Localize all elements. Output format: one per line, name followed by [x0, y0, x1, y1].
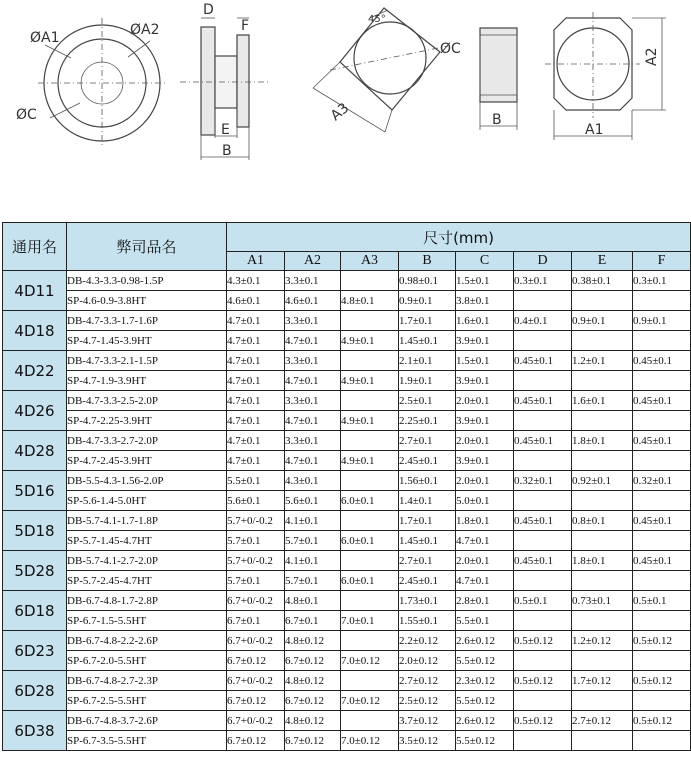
dimension-cell-a1: 6.7±0.12 [227, 651, 285, 671]
dimension-cell-f [633, 491, 691, 511]
dimension-cell-e: 2.7±0.12 [572, 711, 633, 731]
dimension-cell-b: 1.73±0.1 [399, 591, 456, 611]
dimension-cell-d: 0.5±0.12 [514, 631, 572, 651]
dimension-cell-f [633, 691, 691, 711]
dimension-cell-a1: 4.6±0.1 [227, 291, 285, 311]
category-cell: 4D26 [3, 391, 67, 431]
dimension-cell-d: 0.5±0.1 [514, 591, 572, 611]
dimension-cell-e: 0.38±0.1 [572, 271, 633, 291]
dimension-cell-b: 2.45±0.1 [399, 451, 456, 471]
column-header-a1: A1 [227, 252, 285, 271]
table-row [3, 671, 691, 691]
label-b: B [222, 143, 232, 159]
dimension-cell-a3 [341, 551, 399, 571]
dimension-cell-f [633, 531, 691, 551]
dimension-cell-d [514, 651, 572, 671]
dimension-cell-a1: 5.7±0.1 [227, 531, 285, 551]
dimension-cell-a3 [341, 591, 399, 611]
spec-table [2, 222, 691, 751]
dimension-cell-a1: 4.7±0.1 [227, 371, 285, 391]
dimension-cell-b: 1.9±0.1 [399, 371, 456, 391]
dimension-drawings [0, 0, 691, 170]
dimension-cell-a2: 4.8±0.12 [285, 631, 341, 651]
dimension-cell-f: 0.5±0.12 [633, 631, 691, 651]
dimension-cell-b: 2.5±0.12 [399, 691, 456, 711]
dimension-cell-f: 0.5±0.1 [633, 591, 691, 611]
column-header-d: D [514, 252, 572, 271]
label-e: E [221, 122, 230, 138]
dimension-cell-a1: 4.7±0.1 [227, 391, 285, 411]
category-cell: 6D28 [3, 671, 67, 711]
dimension-cell-a3 [341, 671, 399, 691]
category-cell: 4D28 [3, 431, 67, 471]
dimension-cell-f: 0.3±0.1 [633, 271, 691, 291]
label-oc2: ØC [440, 41, 461, 57]
table-row [3, 471, 691, 491]
dimension-cell-a3: 6.0±0.1 [341, 491, 399, 511]
header-dimensions: 尺寸(mm) [227, 223, 691, 252]
dimension-cell-f: 0.45±0.1 [633, 511, 691, 531]
shielded-front-view [545, 12, 666, 140]
dimension-cell-b: 2.1±0.1 [399, 351, 456, 371]
dimension-cell-d [514, 411, 572, 431]
dimension-cell-d: 0.45±0.1 [514, 351, 572, 371]
dimension-cell-a2: 3.3±0.1 [285, 311, 341, 331]
label-b2: B [492, 112, 502, 128]
table-row [3, 411, 691, 431]
label-oa2: ØA2 [130, 22, 160, 38]
dimension-cell-b: 2.5±0.1 [399, 391, 456, 411]
dimension-cell-b: 2.45±0.1 [399, 571, 456, 591]
column-header-e: E [572, 252, 633, 271]
category-cell: 5D18 [3, 511, 67, 551]
dimension-cell-a1: 4.7±0.1 [227, 351, 285, 371]
dimension-cell-c: 5.5±0.12 [456, 731, 514, 751]
column-header-f: F [633, 252, 691, 271]
dimension-cell-a1: 5.6±0.1 [227, 491, 285, 511]
dimension-cell-e [572, 531, 633, 551]
dimension-cell-a2: 4.7±0.1 [285, 411, 341, 431]
dimension-cell-c: 4.7±0.1 [456, 531, 514, 551]
header-category: 通用名 [3, 223, 67, 271]
dimension-cell-d: 0.45±0.1 [514, 431, 572, 451]
table-row [3, 591, 691, 611]
label-f: F [241, 18, 250, 34]
dimension-cell-a1: 6.7+0/-0.2 [227, 631, 285, 651]
dimension-cell-c: 4.7±0.1 [456, 571, 514, 591]
dimension-cell-b: 2.0±0.12 [399, 651, 456, 671]
dimension-cell-a2: 6.7±0.12 [285, 651, 341, 671]
part-number-cell: DB-6.7-4.8-2.7-2.3P [67, 671, 227, 691]
dimension-cell-a1: 6.7+0/-0.2 [227, 671, 285, 691]
dimension-cell-f [633, 571, 691, 591]
dimension-cell-a3: 7.0±0.12 [341, 651, 399, 671]
table-row [3, 631, 691, 651]
dimension-cell-a3 [341, 271, 399, 291]
dimension-cell-a1: 6.7+0/-0.2 [227, 711, 285, 731]
dimension-cell-a1: 6.7±0.12 [227, 691, 285, 711]
part-number-cell: DB-4.7-3.3-1.7-1.6P [67, 311, 227, 331]
label-angle: 45° [368, 14, 386, 25]
dimension-cell-c: 2.0±0.1 [456, 551, 514, 571]
dimension-cell-c: 3.9±0.1 [456, 371, 514, 391]
dimension-cell-a2: 3.3±0.1 [285, 391, 341, 411]
category-cell: 6D18 [3, 591, 67, 631]
dimension-cell-d: 0.45±0.1 [514, 551, 572, 571]
dimension-cell-d [514, 571, 572, 591]
dimension-cell-a2: 4.8±0.12 [285, 711, 341, 731]
dimension-cell-f [633, 451, 691, 471]
dimension-cell-d [514, 611, 572, 631]
dimension-cell-c: 5.5±0.12 [456, 651, 514, 671]
dimension-cell-a3 [341, 511, 399, 531]
dimension-cell-d: 0.5±0.12 [514, 711, 572, 731]
dimension-cell-a2: 4.7±0.1 [285, 331, 341, 351]
part-number-cell: DB-4.7-3.3-2.7-2.0P [67, 431, 227, 451]
drum-core-side-view [180, 2, 270, 160]
dimension-cell-d: 0.5±0.12 [514, 671, 572, 691]
dimension-cell-a1: 4.7±0.1 [227, 331, 285, 351]
dimension-cell-a3 [341, 311, 399, 331]
category-cell: 5D16 [3, 471, 67, 511]
dimension-cell-c: 5.5±0.1 [456, 611, 514, 631]
dimension-cell-f: 0.32±0.1 [633, 471, 691, 491]
dimension-cell-a2: 4.8±0.1 [285, 591, 341, 611]
dimension-cell-a2: 3.3±0.1 [285, 351, 341, 371]
dimension-cell-b: 2.7±0.1 [399, 431, 456, 451]
dimension-cell-a2: 6.7±0.12 [285, 691, 341, 711]
dimension-cell-d: 0.4±0.1 [514, 311, 572, 331]
dimension-cell-a3: 6.0±0.1 [341, 531, 399, 551]
dimension-cell-c: 2.0±0.1 [456, 471, 514, 491]
part-number-cell: DB-4.7-3.3-2.1-1.5P [67, 351, 227, 371]
part-number-cell: SP-6.7-2.5-5.5HT [67, 691, 227, 711]
dimension-cell-e: 0.9±0.1 [572, 311, 633, 331]
dimension-cell-a3 [341, 711, 399, 731]
dimension-cell-a1: 4.3±0.1 [227, 271, 285, 291]
part-number-cell: SP-6.7-3.5-5.5HT [67, 731, 227, 751]
table-row [3, 651, 691, 671]
dimension-cell-c: 1.5±0.1 [456, 271, 514, 291]
label-d: D [203, 2, 214, 18]
dimension-cell-e [572, 571, 633, 591]
dimension-cell-a2: 4.8±0.12 [285, 671, 341, 691]
part-number-cell: DB-5.7-4.1-2.7-2.0P [67, 551, 227, 571]
part-number-cell: SP-5.7-1.45-4.7HT [67, 531, 227, 551]
dimension-cell-c: 5.0±0.1 [456, 491, 514, 511]
dimension-cell-a1: 5.7+0/-0.2 [227, 551, 285, 571]
dimension-cell-f: 0.9±0.1 [633, 311, 691, 331]
dimension-cell-c: 2.8±0.1 [456, 591, 514, 611]
dimension-cell-f: 0.45±0.1 [633, 551, 691, 571]
dimension-cell-e: 0.8±0.1 [572, 511, 633, 531]
dimension-cell-e [572, 691, 633, 711]
label-a3: A3 [327, 100, 353, 125]
dimension-cell-a2: 4.7±0.1 [285, 371, 341, 391]
dimension-cell-a2: 6.7±0.12 [285, 731, 341, 751]
dimension-cell-f: 0.45±0.1 [633, 391, 691, 411]
dimension-cell-c: 3.9±0.1 [456, 411, 514, 431]
dimension-cell-f [633, 291, 691, 311]
dimension-cell-f [633, 731, 691, 751]
dimension-cell-c: 2.0±0.1 [456, 431, 514, 451]
table-row [3, 551, 691, 571]
dimension-cell-d: 0.45±0.1 [514, 391, 572, 411]
dimension-cell-b: 1.45±0.1 [399, 331, 456, 351]
dimension-cell-a3 [341, 391, 399, 411]
dimension-cell-c: 3.8±0.1 [456, 291, 514, 311]
dimension-cell-e [572, 611, 633, 631]
dimension-cell-b: 1.55±0.1 [399, 611, 456, 631]
dimension-cell-e: 1.6±0.1 [572, 391, 633, 411]
dimension-cell-d [514, 451, 572, 471]
dimension-cell-a2: 4.1±0.1 [285, 511, 341, 531]
part-number-cell: SP-4.7-1.45-3.9HT [67, 331, 227, 351]
dimension-cell-b: 0.9±0.1 [399, 291, 456, 311]
table-row [3, 511, 691, 531]
dimension-cell-b: 1.7±0.1 [399, 311, 456, 331]
part-number-cell: DB-4.3-3.3-0.98-1.5P [67, 271, 227, 291]
column-header-c: C [456, 252, 514, 271]
label-a2: A2 [644, 47, 660, 66]
dimension-cell-c: 1.5±0.1 [456, 351, 514, 371]
dimension-cell-b: 2.7±0.12 [399, 671, 456, 691]
table-row [3, 271, 691, 291]
dimension-cell-a2: 6.7±0.1 [285, 611, 341, 631]
dimension-cell-a3: 4.9±0.1 [341, 411, 399, 431]
dimension-cell-e [572, 411, 633, 431]
part-number-cell: SP-5.7-2.45-4.7HT [67, 571, 227, 591]
label-a1: A1 [585, 122, 604, 138]
dimension-cell-a1: 5.7±0.1 [227, 571, 285, 591]
dimension-cell-f: 0.5±0.12 [633, 671, 691, 691]
table-row [3, 731, 691, 751]
dimension-cell-e [572, 371, 633, 391]
dimension-cell-a3 [341, 431, 399, 451]
dimension-cell-d: 0.32±0.1 [514, 471, 572, 491]
dimension-cell-c: 2.6±0.12 [456, 631, 514, 651]
dimension-cell-a3 [341, 631, 399, 651]
dimension-cell-c: 3.9±0.1 [456, 451, 514, 471]
dimension-cell-b: 3.7±0.12 [399, 711, 456, 731]
dimension-cell-f: 0.45±0.1 [633, 351, 691, 371]
dimension-cell-f [633, 651, 691, 671]
dimension-cell-b: 2.25±0.1 [399, 411, 456, 431]
dimension-cell-e: 1.7±0.12 [572, 671, 633, 691]
dimension-cell-a2: 4.1±0.1 [285, 551, 341, 571]
dimension-cell-a2: 5.7±0.1 [285, 531, 341, 551]
shielded-side-view [480, 28, 517, 130]
part-number-cell: DB-6.7-4.8-1.7-2.8P [67, 591, 227, 611]
header-part-number: 弊司品名 [67, 223, 227, 271]
category-cell: 5D28 [3, 551, 67, 591]
column-header-b: B [399, 252, 456, 271]
dimension-cell-b: 1.56±0.1 [399, 471, 456, 491]
dimension-cell-a1: 4.7±0.1 [227, 451, 285, 471]
label-oa1: ØA1 [30, 30, 60, 46]
dimension-cell-d [514, 531, 572, 551]
dimension-cell-a3: 4.9±0.1 [341, 371, 399, 391]
dimension-cell-a2: 5.6±0.1 [285, 491, 341, 511]
table-row [3, 451, 691, 471]
dimension-cell-f: 0.5±0.12 [633, 711, 691, 731]
part-number-cell: DB-6.7-4.8-3.7-2.6P [67, 711, 227, 731]
part-number-cell: SP-6.7-2.0-5.5HT [67, 651, 227, 671]
dimension-cell-d [514, 291, 572, 311]
dimension-cell-c: 3.9±0.1 [456, 331, 514, 351]
table-row [3, 351, 691, 371]
dimension-cell-e [572, 291, 633, 311]
dimension-cell-d: 0.45±0.1 [514, 511, 572, 531]
part-number-cell: SP-6.7-1.5-5.5HT [67, 611, 227, 631]
dimension-cell-c: 5.5±0.12 [456, 691, 514, 711]
dimension-cell-a1: 4.7±0.1 [227, 411, 285, 431]
spec-table-body [3, 271, 691, 751]
label-oc: ØC [16, 107, 37, 123]
dimension-cell-f [633, 611, 691, 631]
category-cell: 4D18 [3, 311, 67, 351]
dimension-cell-d [514, 491, 572, 511]
dimension-cell-f: 0.45±0.1 [633, 431, 691, 451]
dimension-cell-f [633, 371, 691, 391]
table-row [3, 611, 691, 631]
dimension-cell-a3: 4.9±0.1 [341, 451, 399, 471]
table-row [3, 331, 691, 351]
part-number-cell: DB-5.5-4.3-1.56-2.0P [67, 471, 227, 491]
dimension-cell-a3: 4.9±0.1 [341, 331, 399, 351]
dimension-cell-c: 1.8±0.1 [456, 511, 514, 531]
part-number-cell: SP-4.7-1.9-3.9HT [67, 371, 227, 391]
dimension-cell-a3: 7.0±0.12 [341, 731, 399, 751]
dimension-cell-e: 1.2±0.1 [572, 351, 633, 371]
table-row [3, 491, 691, 511]
dimension-cell-a1: 5.7+0/-0.2 [227, 511, 285, 531]
dimension-cell-b: 2.7±0.1 [399, 551, 456, 571]
dimension-cell-c: 2.0±0.1 [456, 391, 514, 411]
dimension-cell-a2: 4.3±0.1 [285, 471, 341, 491]
dimension-cell-d [514, 331, 572, 351]
column-header-a3: A3 [341, 252, 399, 271]
table-row [3, 691, 691, 711]
dimension-cell-e: 0.73±0.1 [572, 591, 633, 611]
table-row [3, 531, 691, 551]
dimension-cell-e: 0.92±0.1 [572, 471, 633, 491]
category-cell: 6D23 [3, 631, 67, 671]
category-cell: 4D11 [3, 271, 67, 311]
dimension-cell-a3: 4.8±0.1 [341, 291, 399, 311]
category-cell: 6D38 [3, 711, 67, 751]
dimension-cell-a1: 4.7±0.1 [227, 431, 285, 451]
dimension-cell-a2: 5.7±0.1 [285, 571, 341, 591]
dimension-cell-a1: 6.7±0.1 [227, 611, 285, 631]
dimension-cell-e [572, 731, 633, 751]
dimension-cell-e [572, 331, 633, 351]
dimension-cell-b: 2.2±0.12 [399, 631, 456, 651]
dimension-cell-d [514, 731, 572, 751]
dimension-cell-a1: 5.5±0.1 [227, 471, 285, 491]
category-cell: 4D22 [3, 351, 67, 391]
dimension-cell-a3: 6.0±0.1 [341, 571, 399, 591]
dimension-cell-a2: 3.3±0.1 [285, 271, 341, 291]
dimension-cell-d [514, 691, 572, 711]
dimension-cell-e: 1.8±0.1 [572, 431, 633, 451]
dimension-cell-a1: 6.7±0.12 [227, 731, 285, 751]
dimension-cell-e: 1.8±0.1 [572, 551, 633, 571]
dimension-cell-a1: 6.7+0/-0.2 [227, 591, 285, 611]
part-number-cell: SP-4.7-2.45-3.9HT [67, 451, 227, 471]
dimension-cell-b: 0.98±0.1 [399, 271, 456, 291]
dimension-cell-b: 3.5±0.12 [399, 731, 456, 751]
dimension-cell-c: 1.6±0.1 [456, 311, 514, 331]
table-row [3, 371, 691, 391]
dimension-cell-b: 1.4±0.1 [399, 491, 456, 511]
column-header-a2: A2 [285, 252, 341, 271]
dimension-cell-a3: 7.0±0.12 [341, 691, 399, 711]
part-number-cell: DB-5.7-4.1-1.7-1.8P [67, 511, 227, 531]
part-number-cell: DB-4.7-3.3-2.5-2.0P [67, 391, 227, 411]
table-row [3, 391, 691, 411]
dimension-cell-b: 1.45±0.1 [399, 531, 456, 551]
dimension-cell-a1: 4.7±0.1 [227, 311, 285, 331]
part-number-cell: SP-4.6-0.9-3.8HT [67, 291, 227, 311]
dimension-cell-a2: 4.7±0.1 [285, 451, 341, 471]
dimension-cell-a3 [341, 351, 399, 371]
part-number-cell: SP-4.7-2.25-3.9HT [67, 411, 227, 431]
dimension-cell-f [633, 411, 691, 431]
table-row [3, 431, 691, 451]
dimension-cell-e [572, 451, 633, 471]
table-row [3, 311, 691, 331]
table-row [3, 711, 691, 731]
dimension-cell-b: 1.7±0.1 [399, 511, 456, 531]
dimension-cell-d: 0.3±0.1 [514, 271, 572, 291]
dimension-cell-a2: 3.3±0.1 [285, 431, 341, 451]
dimension-cell-a2: 4.6±0.1 [285, 291, 341, 311]
part-number-cell: DB-6.7-4.8-2.2-2.6P [67, 631, 227, 651]
dimension-cell-f [633, 331, 691, 351]
dimension-cell-a3 [341, 471, 399, 491]
shielded-rotated-view [313, 8, 461, 132]
dimension-cell-e [572, 491, 633, 511]
dimension-cell-c: 2.3±0.12 [456, 671, 514, 691]
table-row [3, 571, 691, 591]
dimension-cell-e [572, 651, 633, 671]
dimension-cell-e: 1.2±0.12 [572, 631, 633, 651]
dimension-cell-a3: 7.0±0.1 [341, 611, 399, 631]
table-row [3, 291, 691, 311]
drum-core-top-view [16, 18, 166, 148]
dimension-cell-d [514, 371, 572, 391]
part-number-cell: SP-5.6-1.4-5.0HT [67, 491, 227, 511]
dimension-cell-c: 2.6±0.12 [456, 711, 514, 731]
